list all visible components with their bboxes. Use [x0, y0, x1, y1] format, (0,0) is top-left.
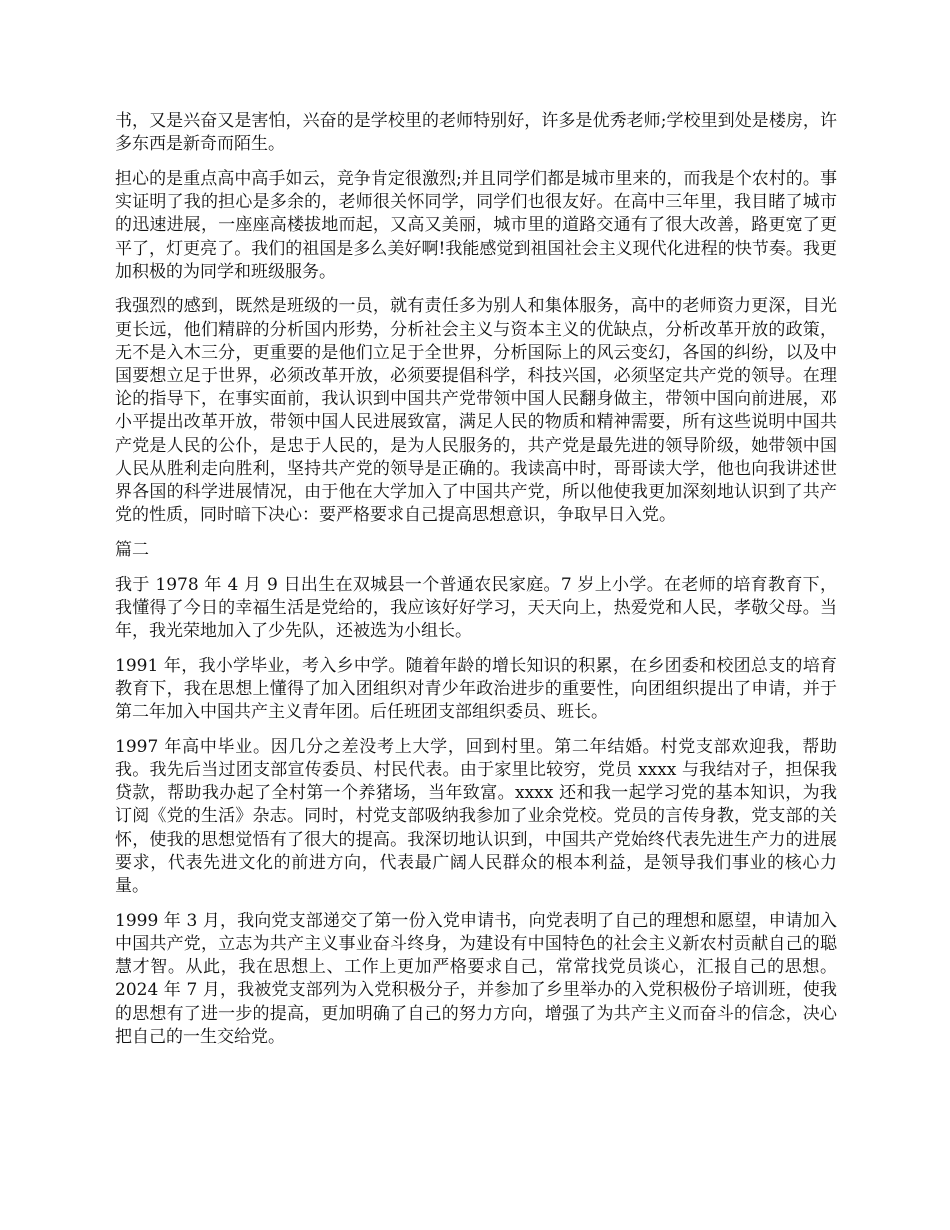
paragraph-6: 1991 年，我小学毕业，考入乡中学。随着年龄的增长知识的积累，在乡团委和校团总支的培育教育下，我在思想上懂得了加入团组织对青少年政治进步的重要性，向团组织提出了申请，并于第二年加入中国共产主义青年团。后任班团支部组织委员、班长。 — [115, 655, 837, 723]
section-heading: 篇二 — [115, 539, 149, 560]
paragraph-1: 书，又是兴奋又是害怕，兴奋的是学校里的老师特别好，许多是优秀老师;学校里到处是楼房，许多东西是新奇而陌生。 — [115, 111, 837, 155]
paragraph-8: 1999 年 3 月，我向党支部递交了第一份入党申请书，向党表明了自己的理想和愿望，申请加入中国共产党，立志为共产主义事业奋斗终身，为建设有中国特色的社会主义新农村贡献自己的聪慧才智。从此，我在思想上、工作上更加严格要求自己，常常找党员谈心，汇报自己的思想。2024 年 7 月，我被党支部列为入党积极分子，并参加了乡里举办的入党积极份子培训班，使我的思想有了进一步的提高，更加明确了自己的努力方向，增强了为共产主义而奋斗的信念，决心把自己的一生交给党。 — [115, 910, 837, 1047]
paragraph-7: 1997 年高中毕业。因几分之差没考上大学，回到村里。第二年结婚。村党支部欢迎我，帮助我。我先后当过团支部宣传委员、村民代表。由于家里比较穷，党员 xxxx 与我结对子，担保我贷款，帮助我办起了全村第一个养猪场，当年致富。xxxx 还和我一起学习党的基本知识，为我订阅《党的生活》杂志。同时，村党支部吸纳我参加了业余党校。党员的言传身教，党支部的关怀，使我的思想觉悟有了很大的提高。我深切地认识到，中国共产党始终代表先进生产力的进展要求，代表先进文化的前进方向，代表最广阔人民群众的根本利益，是领导我们事业的核心力量。 — [115, 736, 837, 897]
document-body — [115, 110, 837, 1061]
paragraph-3: 我强烈的感到，既然是班级的一员，就有责任多为别人和集体服务，高中的老师资力更深，目光更长远，他们精辟的分析国内形势，分析社会主义与资本主义的优缺点，分析改革开放的政策，无不是入木三分，更重要的是他们立足于全世界，分析国际上的风云变幻，各国的纠纷，以及中国要想立足于世界，必须改革开放，必须要提倡科学，科技兴国，必须坚定共产党的领导。在理论的指导下，在事实面前，我认识到中国共产党带领中国人民翻身做主，带领中国向前进展，邓小平提出改革开放，带领中国人民进展致富，满足人民的物质和精神需要，所有这些说明中国共产党是人民的公仆，是忠于人民的，是为人民服务的，共产党是最先进的领导阶级，她带领中国人民从胜利走向胜利，坚持共产党的领导是正确的。我读高中时，哥哥读大学，他也向我讲述世界各国的科学进展情况，由于他在大学加入了中国共产党，所以他使我更加深刻地认识到了共产党的性质，同时暗下决心：要严格要求自己提高思想意识，争取早日入党。 — [115, 296, 837, 526]
paragraph-5: 我于 1978 年 4 月 9 日出生在双城县一个普通农民家庭。7 岁上小学。在老师的培育教育下，我懂得了今日的幸福生活是党给的，我应该好好学习，天天向上，热爱党和人民，孝敬父母。当年，我光荣地加入了少先队，还被选为小组长。 — [115, 574, 837, 642]
paragraph-2: 担心的是重点高中高手如云，竞争肯定很激烈;并且同学们都是城市里来的，而我是个农村的。事实证明了我的担心是多余的，老师很关怀同学，同学们也很友好。在高中三年里，我目睹了城市的迅速进展，一座座高楼拔地而起，又高又美丽，城市里的道路交通有了很大改善，路更宽了更平了，灯更亮了。我们的祖国是多么美好啊!我能感觉到祖国社会主义现代化进程的快节奏。我更加积极的为同学和班级服务。 — [115, 168, 837, 282]
